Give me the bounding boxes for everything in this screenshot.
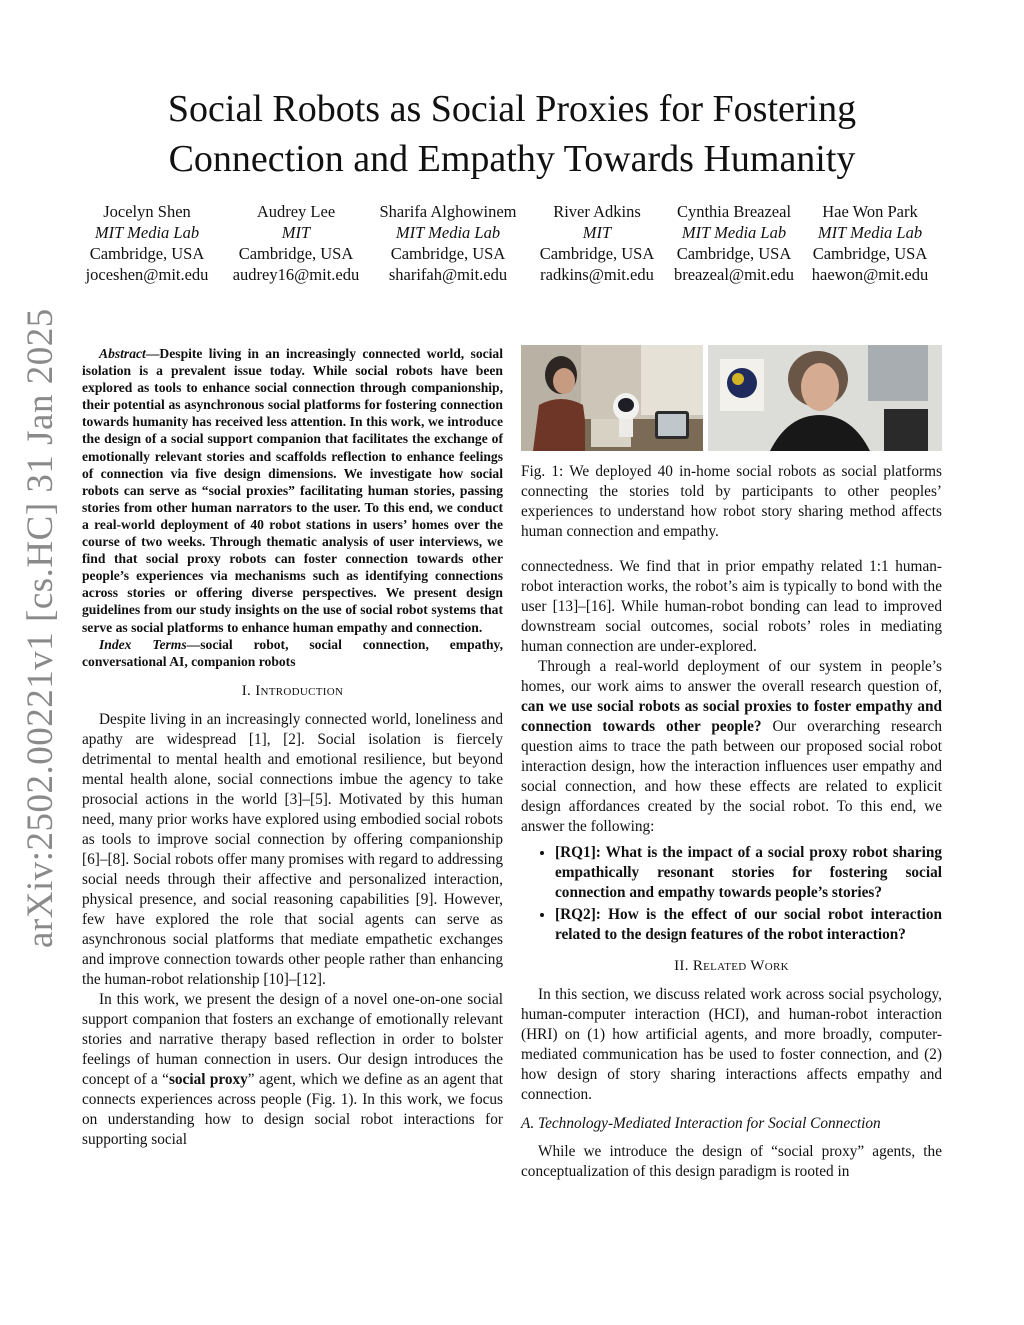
author-email: audrey16@mit.edu	[232, 265, 360, 284]
author-email: radkins@mit.edu	[540, 265, 654, 284]
abstract-label: Abstract	[99, 346, 146, 361]
author-name: Sharifa Alghowinem	[379, 202, 517, 221]
author-block	[84, 201, 210, 285]
author-block	[534, 201, 660, 285]
author-affiliation: MIT	[582, 223, 612, 242]
research-question-paragraph: Through a real-world deployment of our system in people’s homes, our work aims to answer the overall research question of, can we use social robots as social proxies to foster empathy and connection towards other people? Our overarching research question aims to trace the path between our proposed social robot interaction design, how the interaction influences user empathy and social connection, and how these effects are related to explicit design affordances created by the social robot. To this end, we answer the following:	[521, 658, 942, 835]
related-work-paragraph: In this section, we discuss related work across social psychology, human-computer interaction (HCI), and human-robot interaction (HRI) on (1) how artificial agents, and more broadly, computer-mediated communication has be used to foster connection, and (2) how design of story sharing interactions affects empathy and connection.	[521, 986, 942, 1103]
author-name: Audrey Lee	[256, 202, 336, 221]
author-email: joceshen@mit.edu	[85, 265, 209, 284]
author-affiliation: MIT Media Lab	[817, 223, 923, 242]
author-location: Cambridge, USA	[390, 244, 506, 263]
index-terms-label: Index Terms	[99, 636, 187, 652]
author-affiliation: MIT Media Lab	[395, 223, 501, 242]
body-paragraph: connectedness. We find that in prior empathy related 1:1 human-robot interaction works, the robot’s aim is typically to bond with the user [13]–[16]. While human-robot bonding can lead to improved downstream social outcomes, social robots’ roles in mediating human connection are under-explored.	[521, 558, 942, 655]
paper-title: Social Robots as Social Proxies for Fostering Connection and Empathy Towards Humanity	[167, 88, 857, 180]
figure-caption: Fig. 1: We deployed 40 in-home social robots as social platforms connecting the stories told by participants to other peoples’ experiences to understand how robot story sharing method affects human connection and empathy.	[521, 463, 942, 540]
index-terms-text: —social robot, social connection, empathy, conversational AI, companion robots	[82, 636, 503, 669]
related-work-paragraph: While we introduce the design of “social proxy” agents, the conceptualization of this design paradigm is rooted in	[521, 1143, 942, 1180]
photo-participant-with-robot	[521, 345, 703, 451]
intro-paragraph: In this work, we present the design of a novel one-on-one social support companion that fosters an exchange of emotionally relevant stories and narrative therapy based reflection in order to bolster feelings of human connection in users. Our design introduces the concept of a “social proxy” agent, which we define as an agent that connects experiences across people (Fig. 1). In this work, we focus on understanding how to design social robot interactions for supporting social	[82, 990, 503, 1148]
author-block	[230, 201, 362, 285]
research-question-2: • [RQ2]: How is the effect of our social robot interaction related to the design features of the robot interaction?	[555, 905, 942, 945]
section-heading-introduction: I. Introduction	[241, 682, 344, 699]
figure-1	[521, 345, 942, 557]
index-terms	[82, 636, 503, 670]
research-question-1: • [RQ1]: What is the impact of a social proxy robot sharing empathically resonant stories for fostering social connection and empathy towards people’s stories?	[555, 843, 942, 903]
author-location: Cambridge, USA	[89, 244, 205, 263]
section-heading-related-work: II. Related Work	[674, 958, 789, 974]
author-email: breazeal@mit.edu	[673, 265, 795, 284]
author-block	[668, 201, 800, 285]
author-list	[84, 201, 946, 297]
author-email: sharifah@mit.edu	[388, 265, 508, 284]
author-affiliation: MIT Media Lab	[94, 223, 200, 242]
author-block	[368, 201, 528, 285]
author-affiliation: MIT Media Lab	[681, 223, 787, 242]
abstract-text: —Despite living in an increasingly connected world, social isolation is a prevalent issue today. While social robots have been explored as tools to enhance social connection through companionship, their potential as asynchronous social platforms for fostering connection towards humanity has received less attention. In this work, we introduce the design of a social support companion that facilitates the exchange of emotionally relevant stories and scaffolds reflection to enhance feelings of connection via five design dimensions. We investigate how social robots can serve as “social proxies” facilitating human stories, passing stories from other human narrators to the user. To this end, we conduct a real-world deployment of 40 robot stations in users’ homes over the course of two weeks. Through thematic analysis of user interviews, we find that social proxy robots can foster connection towards other people’s experiences via mechanisms such as identifying connections across stories or offering diverse perspectives. We present design guidelines from our study insights on the use of social robot systems that serve as social platforms to enhance human empathy and connection.	[82, 346, 503, 635]
author-location: Cambridge, USA	[539, 244, 655, 263]
research-questions-list	[521, 843, 942, 945]
abstract	[82, 345, 503, 636]
author-name: Hae Won Park	[822, 202, 918, 221]
photo-smiling-participant	[708, 345, 942, 451]
intro-paragraph: Despite living in an increasingly connected world, loneliness and apathy are widespread [1], [2]. Social isolation is fiercely detrimental to mental health and emotional resilience, but beyond mental health alone, social connections imbue the agency to take prosocial actions in the world [3]–[5]. Motivated by this human need, many prior works have explored using embodied social robots as tools to improve social connection by offering companionship [6]–[8]. Social robots offer many promises with regard to addressing social needs through their affective and personalized interaction, physical presence, and social reasoning capabilities [9]. However, few have explored the role that social agents can serve as asynchronous social platforms that mediate empathetic exchanges and improve connection towards other people rather than enhancing the human-robot relationship [10]–[12].	[82, 710, 503, 988]
author-name: Jocelyn Shen	[103, 202, 191, 221]
author-name: Cynthia Breazeal	[676, 202, 792, 221]
author-location: Cambridge, USA	[812, 244, 928, 263]
author-name: River Adkins	[553, 202, 641, 221]
subsection-heading: A. Technology-Mediated Interaction for Social Connection	[521, 1115, 881, 1132]
author-block	[808, 201, 932, 285]
author-location: Cambridge, USA	[676, 244, 792, 263]
right-column	[521, 557, 942, 1182]
left-column	[82, 345, 503, 1150]
author-email: haewon@mit.edu	[811, 265, 929, 284]
author-location: Cambridge, USA	[238, 244, 354, 263]
arxiv-identifier: arXiv:2502.00221v1 [cs.HC] 31 Jan 2025	[20, 308, 61, 948]
author-affiliation: MIT	[281, 223, 311, 242]
